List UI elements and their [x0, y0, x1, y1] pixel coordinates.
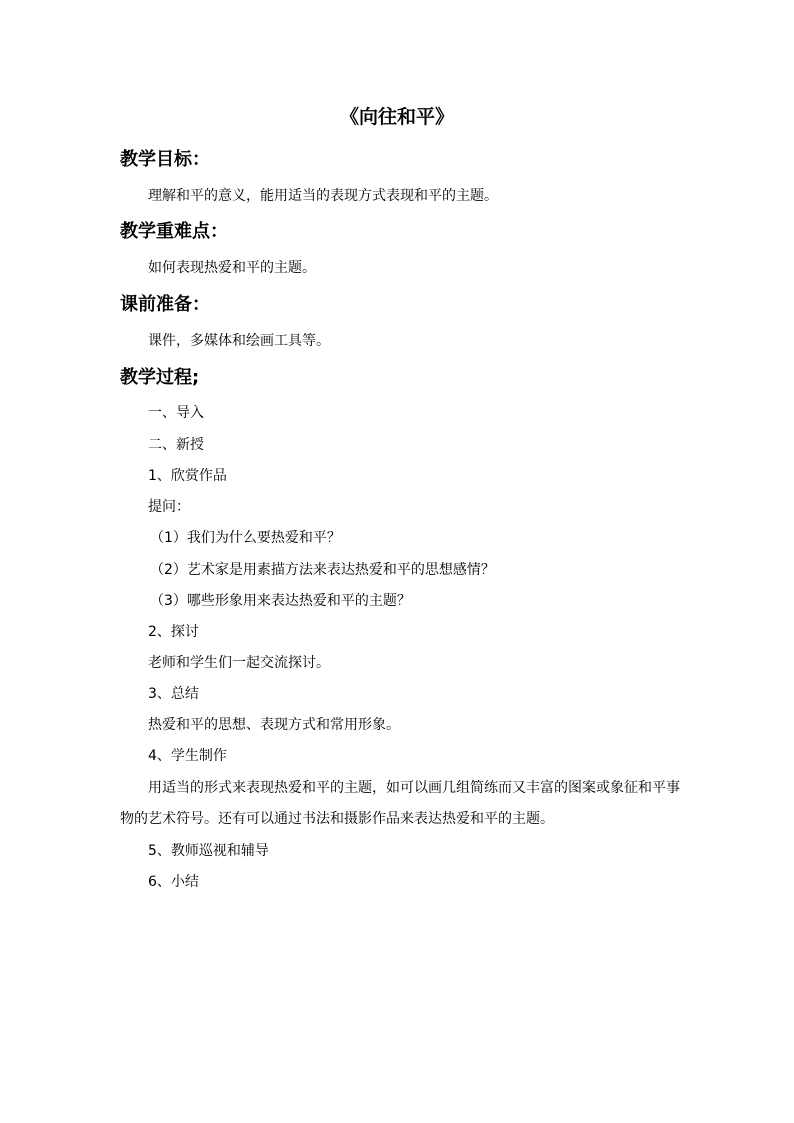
make-text-line-2: 物的艺术符号。还有可以通过书法和摄影作品来表达热爱和平的主题。 — [120, 811, 554, 827]
document-title: 《向往和平》 — [339, 106, 454, 128]
process-sub-make: 4、学生制作 — [148, 748, 227, 764]
discuss-text: 老师和学生们一起交流探讨。 — [148, 655, 330, 671]
make-text-line-1: 用适当的形式来表现热爱和平的主题，如可以画几组简练而又丰富的图案或象征和平事 — [148, 780, 680, 796]
process-step-intro: 一、导入 — [148, 405, 204, 421]
summary-text: 热爱和平的思想、表现方式和常用形象。 — [148, 717, 400, 733]
preparation-text: 课件，多媒体和绘画工具等。 — [148, 333, 330, 349]
process-sub-discuss: 2、探讨 — [148, 624, 199, 640]
section-heading-preparation: 课前准备： — [120, 294, 210, 315]
process-step-new: 二、新授 — [148, 437, 204, 453]
question-1: （1）我们为什么要热爱和平？ — [150, 530, 341, 546]
process-sub-guide: 5、教师巡视和辅导 — [148, 843, 269, 859]
process-sub-conclusion: 6、小结 — [148, 874, 199, 890]
process-sub-appreciate: 1、欣赏作品 — [148, 468, 227, 484]
question-2: （2）艺术家是用素描方法来表达热爱和平的思想感情？ — [150, 562, 495, 578]
process-ask-label: 提问： — [148, 499, 190, 515]
process-sub-summary: 3、总结 — [148, 686, 199, 702]
key-points-text: 如何表现热爱和平的主题。 — [148, 260, 316, 276]
goals-text: 理解和平的意义，能用适当的表现方式表现和平的主题。 — [148, 188, 498, 204]
section-heading-key-points: 教学重难点： — [120, 221, 228, 242]
section-heading-goals: 教学目标： — [120, 149, 210, 170]
question-3: （3）哪些形象用来表达热爱和平的主题？ — [150, 593, 411, 609]
section-heading-process: 教学过程; — [120, 367, 200, 388]
